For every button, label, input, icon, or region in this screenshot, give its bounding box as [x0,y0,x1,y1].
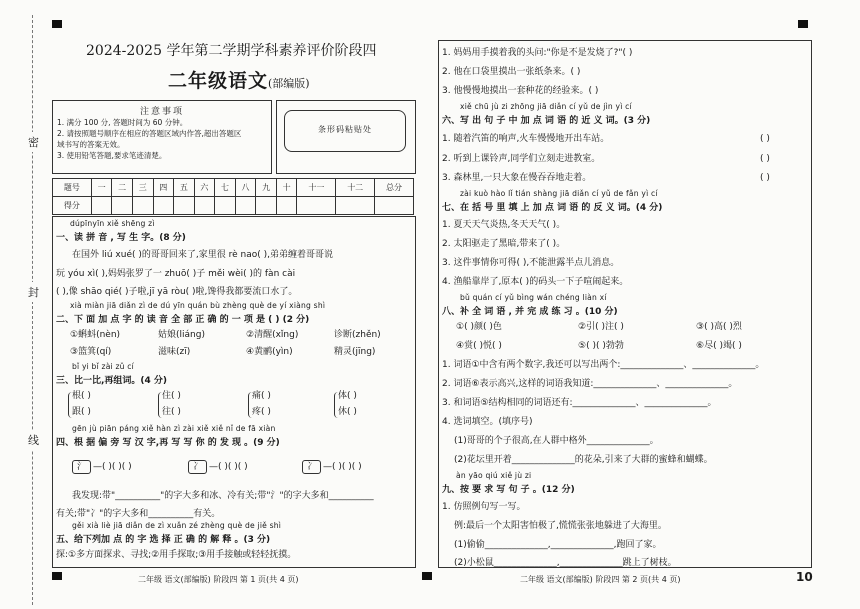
q2-option: 诊断(zhěn) [334,330,381,340]
q8-fill-item: (2)花坛里开着______________的花朵,引来了大群的蜜蜂和蝴蝶。 [454,455,713,465]
notice-item: 1. 满分 100 分, 答题时间为 60 分钟。 [57,118,188,127]
q8-word: ①( )颜( )色 [456,322,502,332]
q5-title: 五、给下列加 点 的 字 选 择 正 确 的 解 释 。(3 分) [56,535,271,545]
score-cell: 八 [235,179,256,197]
q9-example: 例:最后一个太阳害怕极了,慌慌张张地躲进了大海里。 [454,521,667,531]
notice-item: 域书写的答案无效。 [57,140,125,149]
score-cell: 十二 [336,179,375,197]
q1-title: 一、读 拼 音 , 写 生 字。(8 分) [56,233,186,243]
q8-word: ②引( )注( ) [578,322,624,332]
q6-item: 1. 随着汽笛的响声,火车慢慢地开出车站。 [442,134,610,144]
q3-word: 根( ) [72,391,91,401]
score-input-cell[interactable] [235,197,256,215]
q6-answer-paren[interactable]: ( ) [760,134,770,144]
q3-word: 体( ) [338,391,357,401]
q8-fill-item: (1)哥哥的个子很高,在人群中格外______________。 [454,436,659,446]
q8-word: ⑥尽( )竭( ) [696,341,742,351]
q3-brace [158,392,162,418]
q3-pinyin: bǐ yi bǐ zài zǔ cí [72,362,134,371]
score-input-cell[interactable] [375,197,414,215]
score-row-label: 得分 [53,197,92,215]
q3-brace [68,392,72,418]
q7-title: 七、在 括 号 里 填 上 加 点 词 语 的 反 义 词。(4 分) [442,203,663,213]
q6-title: 六、写 出 句 子 中 加 点 词 语 的 近 义 词。(3 分) [442,116,651,126]
notice-box [52,100,272,174]
q2-option: 精灵(jīng) [334,347,376,357]
q4-pinyin: gēn jù piān páng xiě hàn zì zài xiě xiě nǐ de fā xiàn [72,424,276,433]
q8-item: 4. 选词填空。(填序号) [442,417,533,427]
score-input-cell[interactable] [91,197,112,215]
score-input-cell[interactable] [174,197,195,215]
barcode-area: 条形码粘贴处 [284,110,406,152]
q4-radical-box: 氵 [72,460,91,474]
q5-item: 2. 他在口袋里摸出一张纸条来。( ) [442,67,581,77]
q9-title: 九、按 要 求 写 句 子 。(12 分) [442,485,575,495]
q6-pinyin: xiě chū jù zi zhōng jiā diǎn cí yǔ de jìn yì cí [460,102,632,111]
q4-finding: 有关;带"冫"的字大多和__________有关。 [56,509,221,519]
q4-blanks: —( )( )( ) [323,462,362,472]
q7-pinyin: zài kuò hào lǐ tián shàng jiā diǎn cí yǔ de fǎn yì cí [460,189,658,198]
q9-item: (2)小松鼠______________,______________跳上了树枝。 [454,558,677,568]
q1-line: 在国外 liú xué( )的哥哥回来了,家里很 rè nao( ),弟弟缠着哥哥说 [72,250,333,260]
score-cell: 十一 [297,179,336,197]
exam-subject [168,66,310,93]
q5-pinyin: gěi xià liè jiā diǎn de zì xuǎn zé zhèng què de jiě shì [72,521,282,530]
q4-finding: 我发现:带"__________"的字大多和冰、冷有关;带"氵"的字大多和__________ [72,491,374,501]
q2-option: 姑娘(liáng) [158,330,205,340]
q8-pinyin: bǔ quán cí yǔ bìng wán chéng liàn xí [460,293,607,302]
q9-item: 1. 仿照例句写一写。 [442,502,526,512]
q2-option: 滋味(zī) [158,347,191,357]
subject-name: 二年级语文 [168,70,269,92]
q4-radical-box: 冫 [188,460,207,474]
q3-word: 住( ) [162,391,181,401]
score-cell: 二 [112,179,133,197]
score-cell: 四 [153,179,174,197]
q3-word: 往( ) [162,407,181,417]
notice-item: 2. 请按照题号顺序在相应的答题区域内作答,超出答题区 [57,129,242,138]
q2-option: ③篮箕(qí) [70,347,112,357]
score-table-header-row [53,179,414,197]
q2-option: ②清醒(xǐng) [246,330,299,340]
score-cell: 七 [215,179,236,197]
q1-pinyin: dúpīnyīn xiě shēng zì [70,219,155,228]
q3-word: 疼( ) [252,407,271,417]
score-input-cell[interactable] [276,197,297,215]
q1-line: 玩 yóu xì( ),妈妈张罗了一 zhuō( )子 měi wèi( )的 fàn cài [56,269,296,279]
q4-group [72,460,132,474]
q8-item: 1. 词语①中含有两个数字,我还可以写出两个:______________、______________。 [442,360,765,370]
q8-word: ③( )高( )烈 [696,322,742,332]
score-table-score-row [53,197,414,215]
binding-label-feng: 封 [28,282,39,302]
score-table [52,178,414,215]
q5-item: 1. 妈妈用手摸着我的头问:"你是不是发烧了?"( ) [442,48,633,58]
score-cell: 一 [91,179,112,197]
q6-item: 2. 听到上课铃声,同学们立刻走进教室。 [442,154,601,164]
score-cell: 题号 [53,179,92,197]
q4-group [302,460,362,474]
score-cell: 十 [276,179,297,197]
q3-word: 痛( ) [252,391,271,401]
q3-brace [248,392,252,418]
registration-mark-top-right [798,20,808,28]
q8-item: 2. 词语⑥表示高兴,这样的词语我知道:______________、______________。 [442,379,738,389]
q3-word: 休( ) [338,407,357,417]
q7-item: 4. 渔船靠岸了,原本( )的码头一下子喧闹起来。 [442,277,629,287]
score-input-cell[interactable] [215,197,236,215]
q7-item: 1. 夏天天气炎热,冬天天气( )。 [442,220,566,230]
score-cell: 总分 [375,179,414,197]
edition-label: (部编版) [268,77,310,90]
score-cell: 九 [256,179,277,197]
q6-answer-paren[interactable]: ( ) [760,173,770,183]
q2-pinyin: xià miàn jiā diǎn zì de dú yīn quán bù zhèng què de yí xiàng shì [70,301,326,310]
footer-left: 二年级 语文(部编版) 阶段四 第 1 页(共 4 页) [138,575,299,584]
score-input-cell[interactable] [132,197,153,215]
q8-item: 3. 和词语⑤结构相同的词语还有:______________、______________。 [442,398,717,408]
q9-pinyin: àn yāo qiú xiě jù zi [456,471,532,480]
score-cell: 三 [132,179,153,197]
registration-mark-bottom-center [422,572,432,580]
score-input-cell[interactable] [194,197,215,215]
registration-mark-bottom-left [52,572,62,580]
score-input-cell[interactable] [297,197,336,215]
notice-item: 3. 使用铅笔答题,要求笔迹清楚。 [57,151,167,160]
q4-blanks: —( )( )( ) [93,462,132,472]
q6-item: 3. 森林里,一只大象在慢吞吞地走着。 [442,173,592,183]
q2-option: ④黄鹂(yìn) [246,347,293,357]
q4-title: 四、根 据 偏 旁 写 汉 字,再 写 写 你 的 发 现 。(9 分) [56,438,280,448]
score-input-cell[interactable] [256,197,277,215]
q6-answer-paren[interactable]: ( ) [760,154,770,164]
binding-dashed-line [32,15,33,605]
q3-title: 三、比一比,再组词。(4 分) [56,376,168,386]
exam-title: 2024-2025 学年第二学期学科素养评价阶段四 [86,43,377,59]
q8-title: 八、补 全 词 语 , 并 完 成 练 习 。(10 分) [442,307,618,317]
q4-group [188,460,248,474]
q4-radical-box: 冫 [302,460,321,474]
score-input-cell[interactable] [153,197,174,215]
q3-brace [334,392,338,418]
q7-item: 2. 太阳驱走了黑暗,带来了( )。 [442,239,566,249]
q9-item: (1)偷偷______________,______________,跑回了家。 [454,540,662,550]
q8-word: ④赏( )悦( ) [456,341,502,351]
q4-blanks: —( )( )( ) [209,462,248,472]
score-cell: 六 [194,179,215,197]
score-input-cell[interactable] [336,197,375,215]
registration-mark-top-left [52,20,62,28]
score-cell: 五 [174,179,195,197]
corner-page-mark: 10 [796,570,813,584]
binding-label-seal: 密 [28,132,39,152]
binding-label-line: 线 [28,430,39,450]
q2-title: 二、下 面 加 点 字 的 读 音 全 部 正 确 的 一 项 是 ( ) (2 分) [56,315,310,325]
q5-definition: 探:①多方面探求、寻找;②用手探取;③用手接触或轻轻抚摸。 [56,550,297,560]
score-input-cell[interactable] [112,197,133,215]
q2-option: ①蝌蚪(nèn) [70,330,121,340]
q5-item: 3. 他慢慢地摸出一套种花的经验来。( ) [442,86,599,96]
q7-item: 3. 这件事情你可得( ),不能泄露半点儿消息。 [442,258,620,268]
notice-title: 注意事项 [139,107,184,117]
q3-word: 跟( ) [72,407,91,417]
q8-word: ⑤( )( )勃勃 [578,341,624,351]
footer-right: 二年级 语文(部编版) 阶段四 第 2 页(共 4 页) [520,575,681,584]
q1-line: ( ),像 shāo qié( )子啦,jī yā ròu( )啦,馋得我都要流口水了。 [56,287,298,297]
